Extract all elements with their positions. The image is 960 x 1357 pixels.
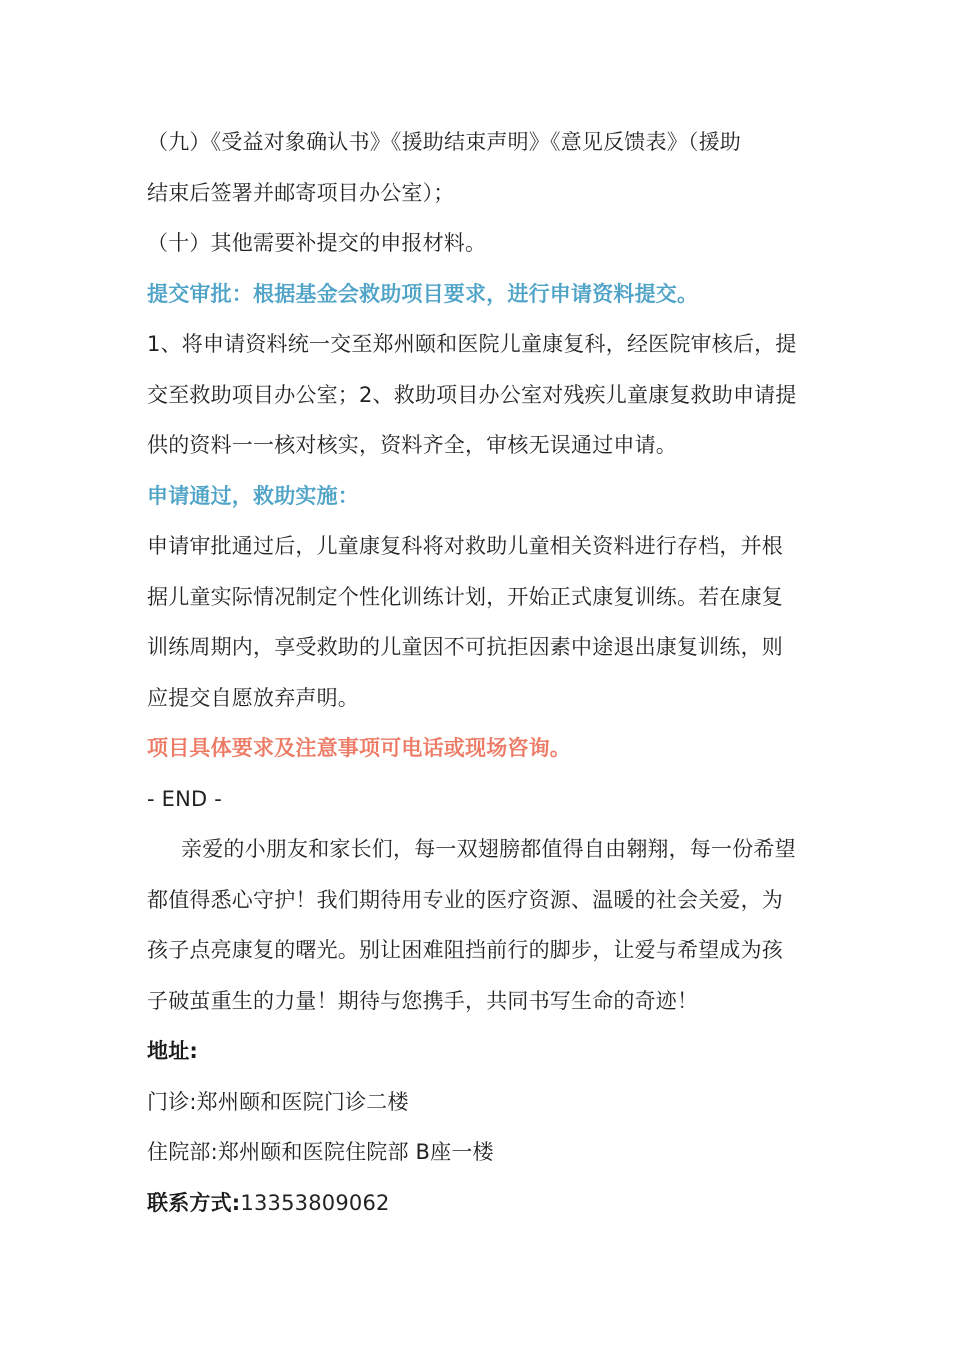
end-marker: - END - [147, 787, 223, 811]
notice-heading: 项目具体要求及注意事项可电话或现场咨询。 [147, 736, 571, 760]
paragraph-line: 申请审批通过后，儿童康复科将对救助儿童相关资料进行存档，并根 [147, 534, 783, 558]
contact-phone: 13353809062 [240, 1191, 390, 1215]
paragraph-line: 孩子点亮康复的曙光。别让困难阻挡前行的脚步，让爱与希望成为孩 [147, 938, 783, 962]
paragraph-line: 应提交自愿放弃声明。 [147, 686, 359, 710]
paragraph-line: 据儿童实际情况制定个性化训练计划，开始正式康复训练。若在康复 [147, 585, 783, 609]
paragraph-line: （九）《受益对象确认书》《援助结束声明》《意见反馈表》（援助 [147, 130, 741, 154]
section-heading-approved: 申请通过，救助实施： [147, 484, 359, 508]
outpatient-address: 门诊:郑州颐和医院门诊二楼 [147, 1090, 409, 1114]
contact-line [147, 1188, 827, 1218]
paragraph-line: 都值得悉心守护！我们期待用专业的医疗资源、温暖的社会关爱，为 [147, 888, 783, 912]
paragraph-line: 亲爱的小朋友和家长们，每一双翅膀都值得自由翱翔，每一份希望 [181, 837, 796, 861]
paragraph-line: 子破茧重生的力量！期待与您携手，共同书写生命的奇迹！ [147, 989, 699, 1013]
inpatient-address: 住院部:郑州颐和医院住院部 B座一楼 [147, 1140, 494, 1164]
section-heading-submit: 提交审批：根据基金会救助项目要求，进行申请资料提交。 [147, 282, 699, 306]
contact-label: 联系方式: [147, 1191, 241, 1215]
paragraph-line: 结束后签署并邮寄项目办公室）； [147, 181, 455, 205]
paragraph-line: 交至救助项目办公室；2、救助项目办公室对残疾儿童康复救助申请提 [147, 383, 797, 407]
paragraph-line: 1、将申请资料统一交至郑州颐和医院儿童康复科，经医院审核后，提 [147, 332, 797, 356]
paragraph-line: （十）其他需要补提交的申报材料。 [147, 231, 487, 255]
paragraph-line: 供的资料一一核对核实，资料齐全，审核无误通过申请。 [147, 433, 677, 457]
address-label: 地址: [147, 1039, 198, 1063]
paragraph-line: 训练周期内，享受救助的儿童因不可抗拒因素中途退出康复训练，则 [147, 635, 783, 659]
